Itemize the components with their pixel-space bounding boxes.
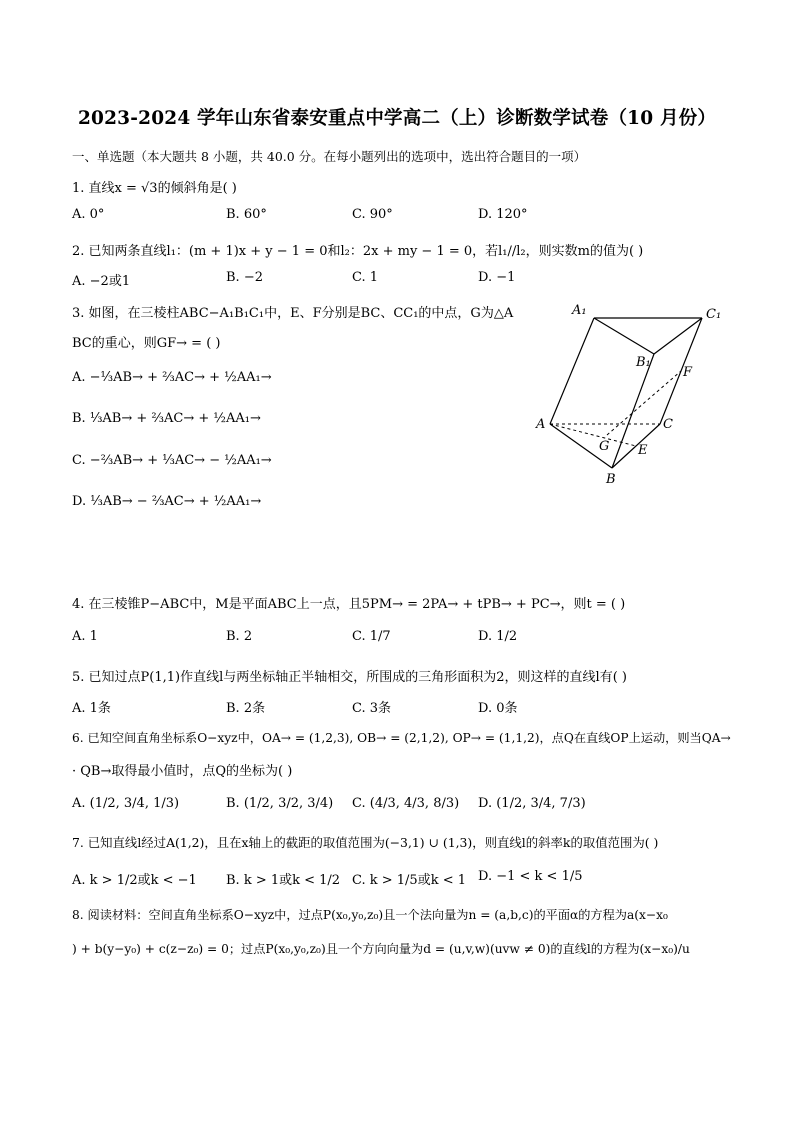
- option-d: D. 120°: [478, 207, 528, 222]
- label-c1: C₁: [706, 307, 722, 322]
- question-3-option-b: B. ⅓AB→ + ⅔AC→ + ½AA₁→: [72, 411, 261, 426]
- option-b: B. k > 1或k < 1/2: [226, 873, 341, 888]
- question-3-stem-line1: 3. 如图，在三棱柱ABC−A₁B₁C₁中，E、F分别是BC、CC₁的中点，G为△A: [72, 306, 514, 321]
- option-d: D. 1/2: [478, 629, 518, 644]
- question-2-options: [72, 270, 732, 288]
- median-ae: [550, 424, 636, 446]
- label-g: G: [599, 439, 610, 454]
- option-d: D. 0条: [478, 701, 518, 716]
- option-c: C. 1: [352, 270, 379, 285]
- option-c: C. (4/3, 4/3, 8/3): [352, 796, 460, 811]
- option-a: A. −2或1: [72, 274, 131, 289]
- option-c: C. k > 1/5或k < 1: [352, 873, 467, 888]
- question-1-stem: 1. 直线x = √3的倾斜角是( ): [72, 181, 237, 196]
- label-b1: B₁: [636, 355, 651, 370]
- option-a: A. 0°: [72, 207, 105, 222]
- question-7-options: [72, 869, 732, 887]
- question-2-stem: 2. 已知两条直线l₁：(m + 1)x + y − 1 = 0和l₂：2x + my − 1 = 0，若l₁//l₂，则实数m的值为( ): [72, 244, 644, 259]
- option-c: C. 3条: [352, 701, 392, 716]
- option-a: A. (1/2, 3/4, 1/3): [72, 796, 180, 811]
- question-6-stem-line2: · QB→取得最小值时，点Q的坐标为( ): [72, 764, 293, 779]
- question-6-stem-line1: 6. 已知空间直角坐标系O−xyz中，OA→ = (1,2,3), OB→ = (2,1,2), OP→ = (1,1,2)，点Q在直线OP上运动，则当QA→: [72, 731, 731, 745]
- question-3-option-d: D. ⅓AB→ − ⅔AC→ + ½AA₁→: [72, 494, 262, 509]
- question-1-options: [72, 207, 732, 225]
- label-f: F: [683, 365, 693, 380]
- question-3-stem-line2: BC的重心，则GF→ = ( ): [72, 336, 221, 351]
- option-b: B. 2条: [226, 701, 266, 716]
- edge-aa1: [550, 318, 594, 424]
- question-4-options: [72, 629, 732, 647]
- question-5-stem: 5. 已知过点P(1,1)作直线l与两坐标轴正半轴相交，所围成的三角形面积为2，则这样的直线l有( ): [72, 670, 627, 685]
- label-c: C: [663, 417, 673, 432]
- label-b: B: [606, 472, 616, 487]
- option-b: B. 2: [226, 629, 253, 644]
- option-d: D. −1: [478, 270, 516, 285]
- question-5-options: [72, 697, 732, 715]
- edge-bc: [612, 424, 660, 468]
- option-a: A. 1: [72, 629, 98, 644]
- option-c: C. 90°: [352, 207, 393, 222]
- label-e: E: [638, 443, 648, 458]
- question-8-stem-line2: ) + b(y−y₀) + c(z−z₀) = 0；过点P(x₀,y₀,z₀)且一个方向向量为d = (u,v,w)(uvw ≠ 0)的直线l的方程为(x−x₀)/u: [72, 942, 690, 956]
- option-a: A. 1条: [72, 701, 111, 716]
- page-title: 2023-2024 学年山东省泰安重点中学高二（上）诊断数学试卷（10 月份）: [77, 108, 717, 129]
- question-8-stem-line1: 8. 阅读材料：空间直角坐标系O−xyz中，过点P(x₀,y₀,z₀)且一个法向量为n = (a,b,c)的平面α的方程为a(x−x₀: [72, 908, 668, 922]
- label-a: A: [536, 417, 546, 432]
- question-3-option-c: C. −⅔AB→ + ⅓AC→ − ½AA₁→: [72, 453, 272, 468]
- question-4-stem: 4. 在三棱锥P−ABC中，M是平面ABC上一点，且5PM→ = 2PA→ + tPB→ + PC→，则t = ( ): [72, 597, 626, 612]
- label-a1: A₁: [572, 303, 587, 318]
- edge-bb1: [612, 354, 654, 468]
- option-b: B. (1/2, 3/2, 3/4): [226, 796, 334, 811]
- option-b: B. −2: [226, 270, 263, 285]
- question-7-stem: 7. 已知直线l经过A(1,2)，且在x轴上的截距的取值范围为(−3,1) ∪ (1,3)，则直线l的斜率k的取值范围为( ): [72, 835, 659, 850]
- option-d: D. (1/2, 3/4, 7/3): [478, 796, 586, 811]
- option-a: A. k > 1/2或k < −1: [72, 873, 197, 888]
- option-c: C. 1/7: [352, 629, 391, 644]
- question-6-options: [72, 796, 732, 814]
- question-3-option-a: A. −⅓AB→ + ⅔AC→ + ½AA₁→: [72, 370, 272, 385]
- option-b: B. 60°: [226, 207, 267, 222]
- edge-a1b1: [594, 318, 654, 354]
- section-heading: 一、单选题（本大题共 8 小题，共 40.0 分。在每小题列出的选项中，选出符合题目的一项）: [72, 149, 587, 164]
- option-d: D. −1 < k < 1/5: [478, 869, 583, 884]
- prism-figure: [532, 296, 732, 488]
